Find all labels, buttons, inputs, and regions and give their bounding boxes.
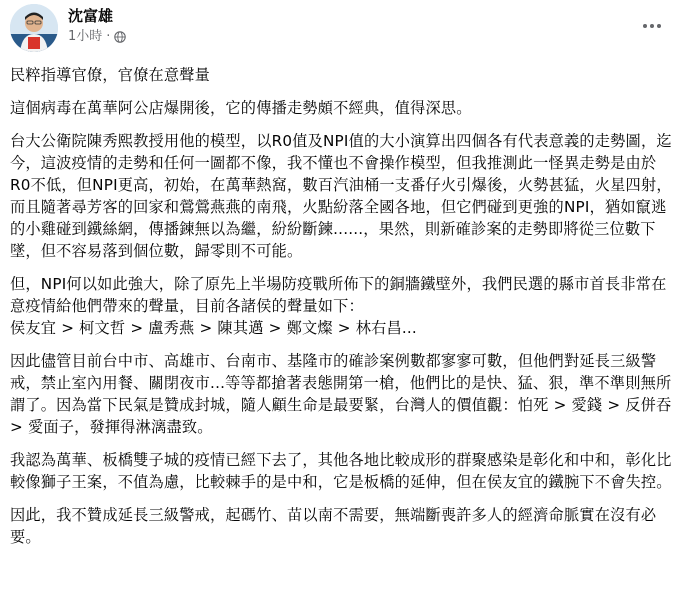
post-paragraph: 我認為萬華、板橋雙子城的疫情已經下去了，其他各地比較成形的群聚感染是彰化和中和，彰化比較像獅子王案，不值為慮，比較棘手的是中和，它是板橋的延伸，但在侯友宜的鐵腕下不會失控。 — [10, 451, 672, 491]
post-meta — [68, 4, 126, 46]
avatar[interactable] — [10, 4, 58, 52]
post-body — [10, 64, 672, 548]
post-paragraph: 民粹指導官僚，官僚在意聲量 — [10, 66, 211, 84]
post-paragraph: 台大公衛院陳秀熙教授用他的模型，以R0值及NPI值的大小演算出四個各有代表意義的走勢圖，迄今，這波疫情的走勢和任何一圖都不像，我不懂也不會操作模型，但我推測此一怪異走勢是由於R0不低，但NPI更高，初始，在萬華熱窩，數百汽油桶一支番仔火引爆後，火勢甚猛，火星四射，而且隨著尋芳客的回家和鶯鶯燕燕的南飛，火點紛落全國各地，但它們碰到更強的NPI，猶如竄逃的小雞碰到鐵絲網，傳播鍊無以為繼，紛紛斷鍊......，果然，則新確診案的走勢即將從三位數下墜，但不容易落到個位數，歸零則不可能。 — [10, 132, 672, 260]
avatar-image — [10, 4, 58, 52]
separator-dot: · — [106, 29, 111, 44]
globe-icon[interactable] — [114, 31, 126, 43]
post-time[interactable]: 1小時 — [68, 29, 103, 44]
post-paragraph: 但，NPI何以如此強大，除了原先上半場防疫戰所佈下的銅牆鐵壁外，我們民選的縣市首長非常在意疫情給他們帶來的聲量，目前各諸侯的聲量如下： 侯友宜 > 柯文哲 > 盧秀燕 > 陳其邁 > 鄭文燦 > 林右昌... — [10, 275, 667, 337]
post-subline — [68, 28, 126, 46]
author-name[interactable]: 沈富雄 — [68, 7, 114, 25]
post-paragraph: 這個病毒在萬華阿公店爆開後，它的傳播走勢頗不經典，值得深思。 — [10, 99, 472, 117]
post-header — [10, 0, 672, 56]
post-paragraph: 因此儘管目前台中市、高雄市、台南市、基隆市的確診案例數都寥寥可數，但他們對延長三級警戒，禁止室內用餐、關閉夜市...等等都搶著表態開第一槍，他們比的是快、猛、狠，準不準則無所謂了。因為當下民氣是贊成封城，隨人顧生命是最要緊，台灣人的價值觀：怕死 > 愛錢 > 反併吞 > 愛面子，發揮得淋漓盡致。 — [10, 352, 672, 436]
post-paragraph: 因此，我不贊成延長三級警戒，起碼竹、苗以南不需要，無端斷喪許多人的經濟命脈實在沒有必要。 — [10, 506, 657, 546]
more-horizontal-icon[interactable] — [634, 8, 670, 44]
